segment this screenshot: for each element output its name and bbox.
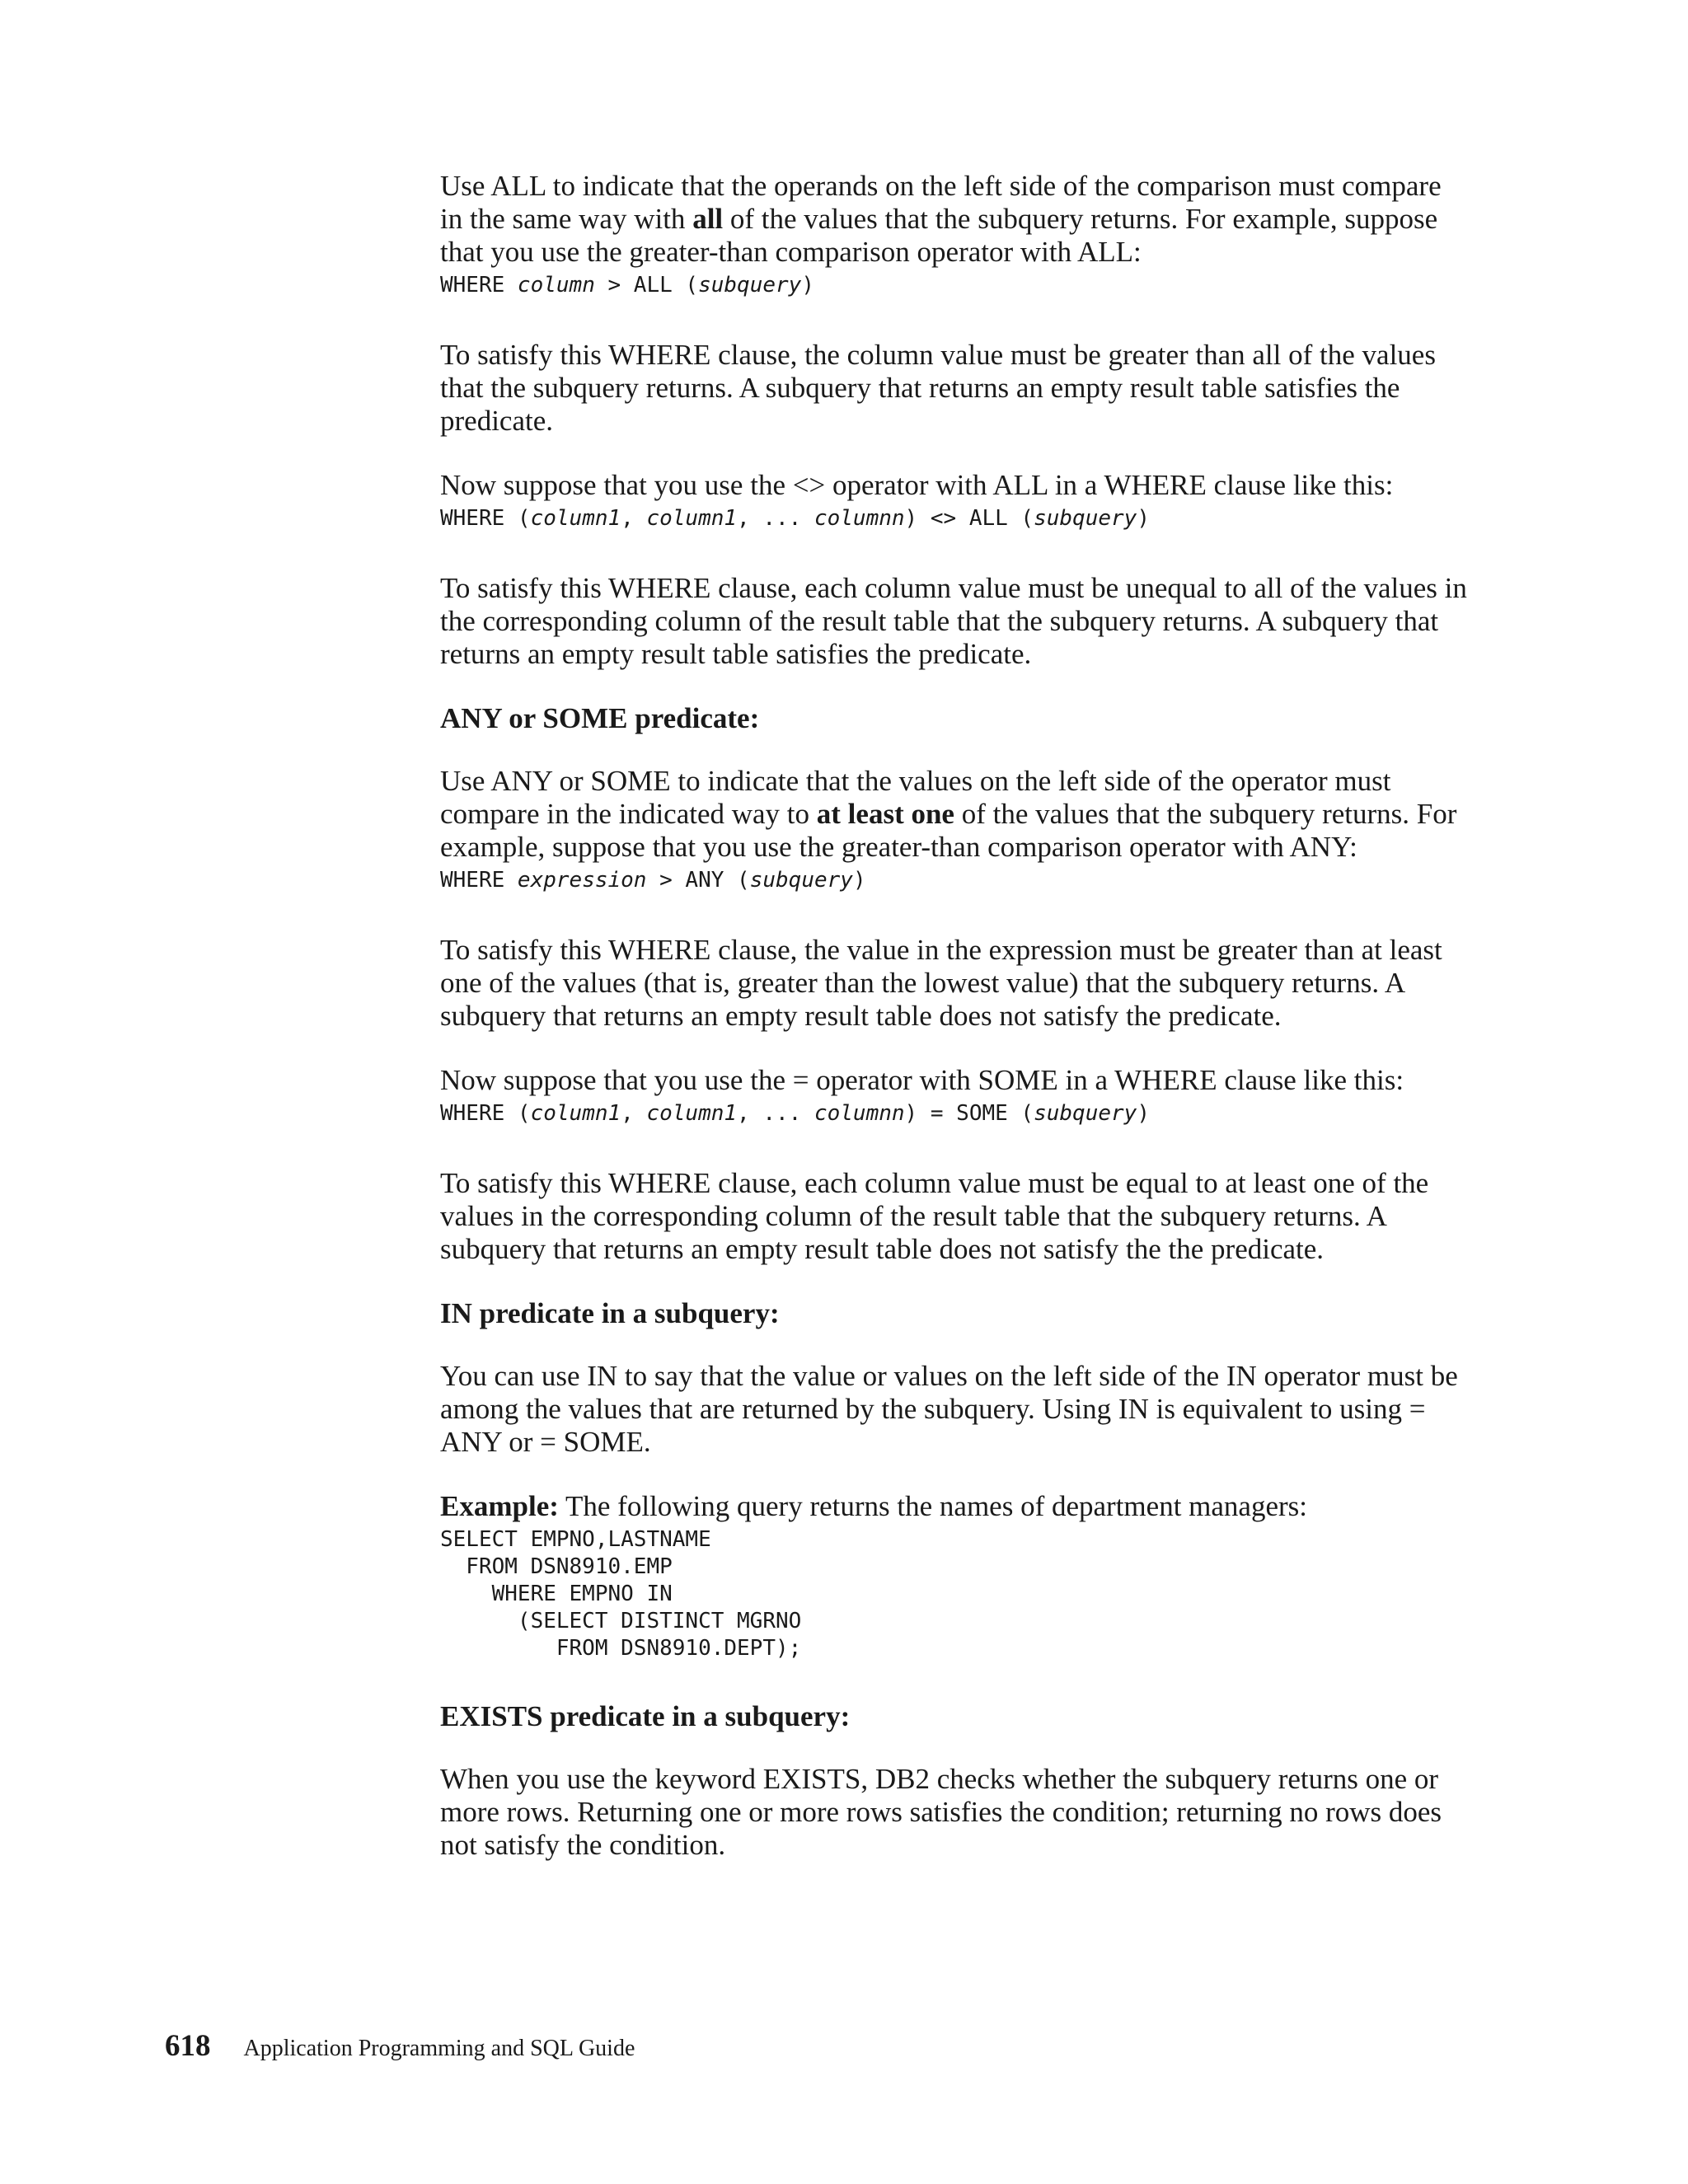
code-example-any: WHERE expression > ANY (subquery) xyxy=(440,868,866,893)
paragraph-example xyxy=(440,1490,1470,1523)
code-line: FROM DSN8910.DEPT); xyxy=(440,1636,802,1661)
heading-in-subquery: IN predicate in a subquery: xyxy=(440,1297,780,1329)
code-example-sql xyxy=(440,1526,1470,1662)
code-example-all-unequal: WHERE (column1, column1, ... columnn) <> ALL (subquery) xyxy=(440,506,1150,531)
bold-text: at least one xyxy=(816,798,954,830)
text-run: Use ALL to indicate that the operands on the left side of the comparison must compare in the same way with xyxy=(440,170,1442,235)
paragraph-any-intro xyxy=(440,765,1470,864)
paragraph-all-unequal-intro: Now suppose that you use the <> operator with ALL in a WHERE clause like this: xyxy=(440,469,1394,501)
page-footer xyxy=(165,2028,635,2064)
paragraph-all-unequal-explain: To satisfy this WHERE clause, each column value must be unequal to all of the values in the corresponding column of the result table that the subquery returns. A subquery that returns an empty result table satisfies the predicate. xyxy=(440,572,1467,670)
paragraph-some-intro: Now suppose that you use the = operator with SOME in a WHERE clause like this: xyxy=(440,1064,1404,1096)
book-title: Application Programming and SQL Guide xyxy=(243,2036,635,2061)
text-run: of the values that the subquery returns. For example, suppose that you use the greater-than comparison operator with ANY: xyxy=(440,798,1457,863)
example-label: Example: xyxy=(440,1490,559,1522)
paragraph-in-explain: You can use IN to say that the value or values on the left side of the IN operator must be among the values that are returned by the subquery. Using IN is equivalent to using = ANY or = SOME. xyxy=(440,1360,1458,1458)
paragraph-some-explain: To satisfy this WHERE clause, each column value must be equal to at least one of the values in the corresponding column of the result table that the subquery returns. A subquery that returns an empty result table does not satisfy the the predicate. xyxy=(440,1167,1429,1265)
paragraph-any-explain: To satisfy this WHERE clause, the value in the expression must be greater than at least one of the values (that is, greater than the lowest value) that the subquery returns. A subquery that returns an empty result table does not satisfy the predicate. xyxy=(440,934,1442,1032)
code-line: (SELECT DISTINCT MGRNO xyxy=(440,1609,802,1633)
code-line: FROM DSN8910.EMP xyxy=(440,1554,673,1579)
bold-text: all xyxy=(692,203,724,235)
code-line: SELECT EMPNO,LASTNAME xyxy=(440,1527,711,1552)
paragraph-all-intro xyxy=(440,170,1470,269)
text-run: of the values that the subquery returns. For example, suppose that you use the greater-than comparison operator with ALL: xyxy=(440,203,1438,268)
page-number: 618 xyxy=(165,2029,211,2063)
code-example-some: WHERE (column1, column1, ... columnn) = SOME (subquery) xyxy=(440,1101,1150,1126)
paragraph-all-explain: To satisfy this WHERE clause, the column value must be greater than all of the values that the subquery returns. A subquery that returns an empty result table satisfies the predicate. xyxy=(440,339,1436,437)
code-example-all: WHERE column > ALL (subquery) xyxy=(440,273,814,298)
page-body xyxy=(440,170,1470,1862)
text-run: The following query returns the names of department managers: xyxy=(558,1490,1307,1522)
heading-any-some: ANY or SOME predicate: xyxy=(440,702,760,734)
code-line: WHERE EMPNO IN xyxy=(440,1582,673,1606)
paragraph-exists-explain: When you use the keyword EXISTS, DB2 checks whether the subquery returns one or more rows. Returning one or more rows satisfies the condition; returning no rows does not satisfy the condition. xyxy=(440,1763,1442,1861)
text-run: Use ANY or SOME to indicate that the values on the left side of the operator must compare in the indicated way to xyxy=(440,765,1391,830)
heading-exists-subquery: EXISTS predicate in a subquery: xyxy=(440,1700,851,1732)
